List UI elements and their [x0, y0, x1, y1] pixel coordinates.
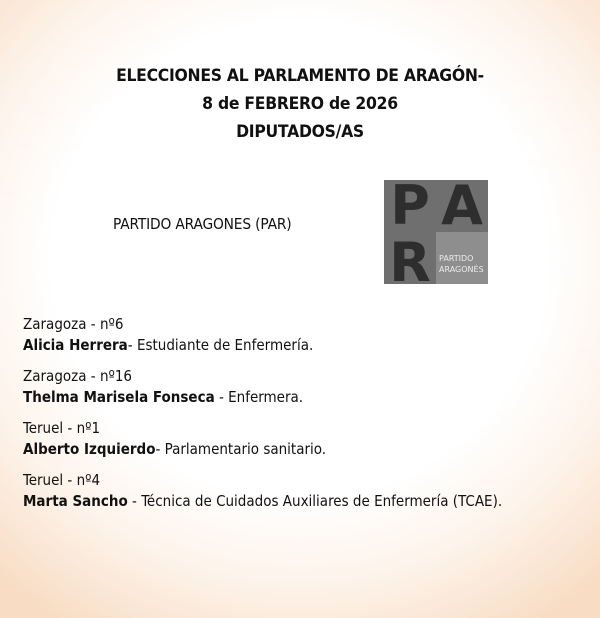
title-line-elections: ELECCIONES AL PARLAMENTO DE ARAGÓN- [116, 66, 484, 86]
candidate-detail [23, 335, 593, 356]
candidate-item [23, 366, 593, 408]
title-block [0, 62, 600, 146]
candidate-item [23, 314, 593, 356]
candidate-separator: - [127, 492, 142, 510]
candidate-detail [23, 491, 593, 512]
candidate-name: Marta Sancho [23, 492, 128, 510]
candidate-role: Técnica de Cuidados Auxiliares de Enfermería (TCAE). [141, 492, 503, 510]
par-logo [384, 180, 488, 284]
logo-letter-a: A [441, 180, 483, 237]
logo-caption-aragones: ARAGONÉS [439, 265, 484, 274]
candidate-role: Enfermera. [228, 388, 304, 406]
candidate-name: Alicia Herrera [23, 336, 128, 354]
logo-caption-partido: PARTIDO [439, 254, 474, 263]
party-name: PARTIDO ARAGONES (PAR) [113, 215, 292, 233]
candidate-detail [23, 439, 593, 460]
candidate-separator: - [127, 336, 137, 354]
candidate-detail [23, 387, 593, 408]
candidate-list [23, 314, 593, 522]
logo-letter-p: P [390, 180, 430, 237]
candidate-name: Alberto Izquierdo [23, 440, 156, 458]
candidate-position: Teruel - nº1 [23, 419, 101, 437]
logo-letter-r: R [389, 231, 431, 284]
candidate-item [23, 470, 593, 512]
candidate-position: Zaragoza - nº6 [23, 315, 124, 333]
title-line-deputies: DIPUTADOS/AS [236, 122, 364, 142]
candidate-separator: - [214, 388, 229, 406]
candidate-name: Thelma Marisela Fonseca [23, 388, 215, 406]
candidate-role: Estudiante de Enfermería. [136, 336, 314, 354]
title-line-date: 8 de FEBRERO de 2026 [202, 94, 398, 114]
candidate-position: Teruel - nº4 [23, 471, 101, 489]
candidate-separator: - [155, 440, 165, 458]
candidate-position: Zaragoza - nº16 [23, 367, 133, 385]
candidate-role: Parlamentario sanitario. [164, 440, 327, 458]
candidate-item [23, 418, 593, 460]
